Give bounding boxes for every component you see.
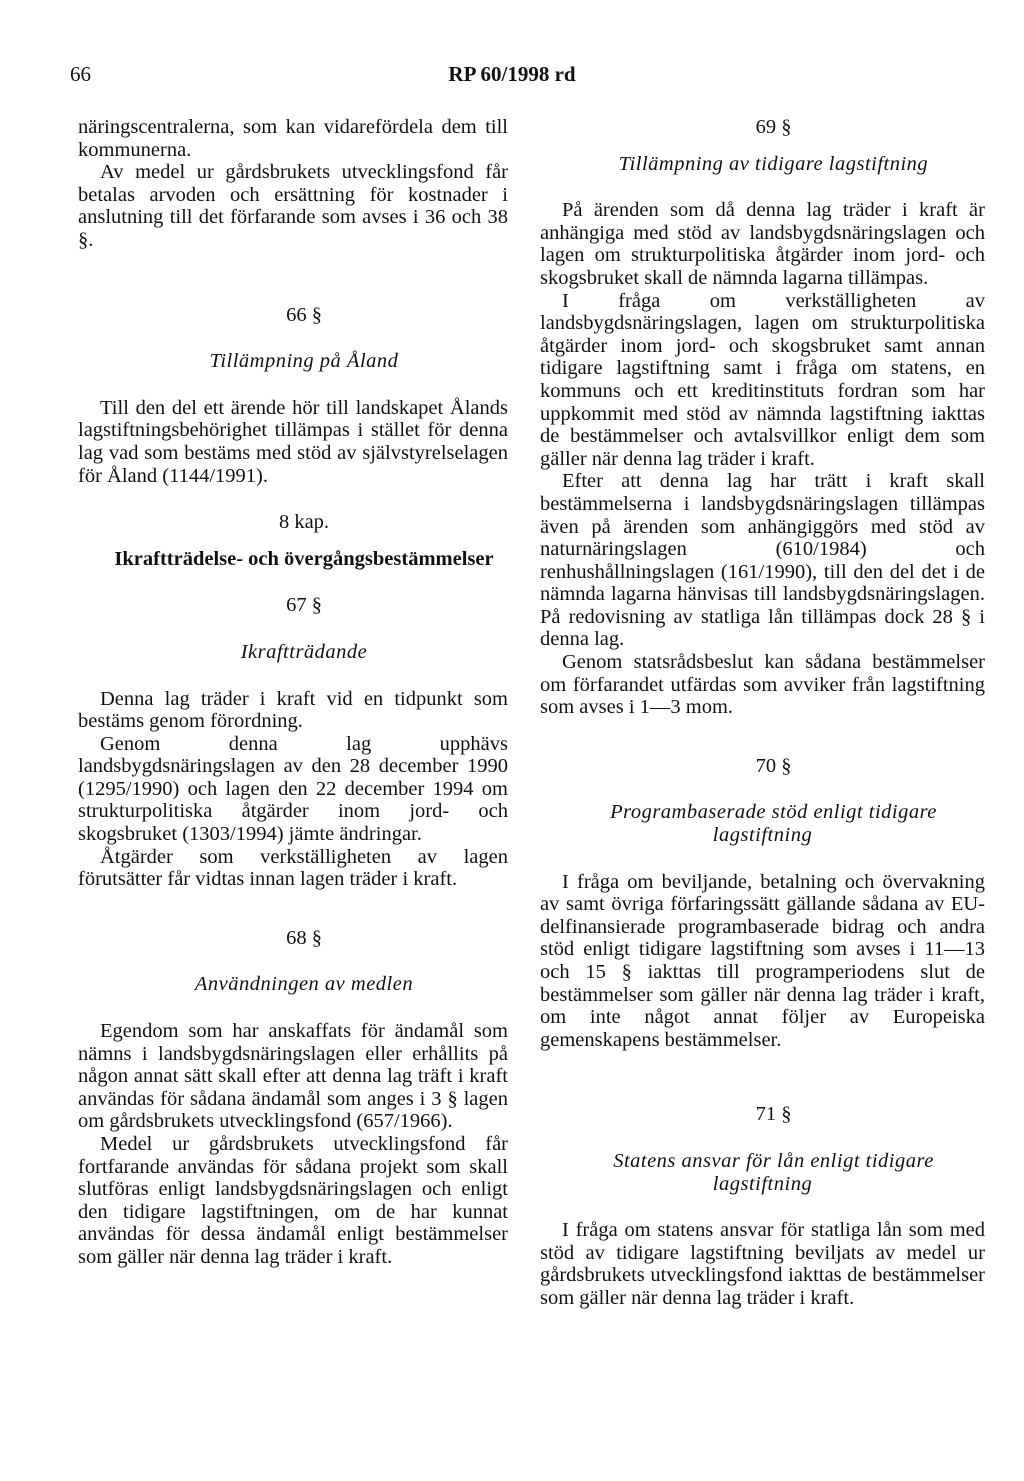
right-column [540,116,985,1310]
section-69-paragraph-2: I fråga om verkställigheten av landsbygdsnäringslagen, lagen om strukturpolitiska åtgärder inom jord- och skogsbruket samt annan tidigare lagstiftning samt i fråga om statens, en kommuns och ett kreditinstituts fordran som har uppkommit med stöd av nämnda lagstiftning iakttas de bestämmelser och avtalsvillkor enligt dem som gäller när denna lag träder i kraft. [540,289,985,470]
section-69-paragraph-1: På ärenden som då denna lag träder i kraft är anhängiga med stöd av landsbygdsnäringslagen och lagen om strukturpolitiska åtgärder inom jord- och skogsbruket skall de nämnda lagarna tillämpas. [540,199,985,289]
section-66-title: Tillämpning på Åland [209,350,399,373]
section-68-title: Användningen av medlen [194,973,414,996]
section-71-number: 71 § [755,1103,792,1126]
left-column [78,116,508,1269]
section-67-paragraph-1: Denna lag träder i kraft vid en tidpunkt som bestäms genom förordning. [78,687,508,733]
section-70-paragraph-1: I fråga om beviljande, betalning och övervakning av samt övriga förfaringssätt gällande sådana av EU-delfinansierade programbaserade bidrag och andra stöd enligt tidigare lagstiftning som avses i 11—13 och 15 § iakttas till programperiodens slut de bestämmelser som gäller när denna lag träder i kraft, om inte något annat följer av Europeiska gemenskapens bestämmelser. [540,870,985,1051]
section-67-paragraph-2: Genom denna lag upphävs landsbygdsnäringslagen av den 28 december 1990 (1295/1990) och lagen den 22 december 1994 om strukturpolitiska åtgärder inom jord- och skogsbruket (1303/1994) jämte ändringar. [78,732,508,846]
section-69-number: 69 § [755,116,792,138]
section-68-paragraph-2: Medel ur gårdsbrukets utvecklingsfond får fortfarande användas för sådana projekt som skall slutföras enligt landsbygdsnäringslagen och enligt den tidigare lagstiftningen, om de har kunnat användas för dessa ändamål enligt bestämmelser som gäller när denna lag träder i kraft. [78,1133,508,1268]
intro-paragraph-2: Av medel ur gårdsbrukets utvecklingsfond får betalas arvoden och ersättning för kostnader i anslutning till det förfarande som avses i 36 och 38 §. [78,161,508,251]
section-68-paragraph-1: Egendom som har anskaffats för ändamål som nämns i landsbygdsnäringslagen eller erhållits på någon annat sätt skall efter att denna lag träft i kraft användas för sådana ändamål som anges i 3 § lagen om gårdsbrukets utvecklingsfond (657/1966). [78,1020,508,1133]
running-head: RP 60/1998 rd [448,62,576,86]
chapter-title: Ikraftträdelse- och övergångsbestämmelser [114,547,494,570]
section-70-number: 70 § [755,754,792,777]
section-66-number: 66 § [286,303,322,326]
section-67-paragraph-3: Åtgärder som verkställigheten av lagen förutsätter får vidtas innan lagen träder i kraft. [78,845,508,891]
section-70-title: Programbaserade stöd enligt tidigare lagstiftning [610,801,937,847]
section-71-title: Statens ansvar för lån enligt tidigare lagstiftning [613,1149,934,1195]
section-69-paragraph-3: Efter att denna lag har trätt i kraft skall bestämmelserna i landsbygdsnäringslagen tillämpas även på ärenden som anhängiggörs med stöd av naturnäringslagen (610/1984) och renhushållningslagen (161/1990), till den del det i de nämnda lagarna hänvisas till landsbygdsnäringslagen. På redovisning av statliga lån tillämpas dock 28 § i denna lag. [540,470,985,651]
section-71-paragraph-1: I fråga om statens ansvar för statliga lån som med stöd av tidigare lagstiftning beviljats av medel ur gårdsbrukets utvecklingsfond iakttas de bestämmelser som gäller när denna lag träder i kraft. [540,1219,985,1309]
section-67-number: 67 § [286,594,322,617]
page-number: 66 [70,62,91,86]
section-69-title: Tillämpning av tidigare lagstiftning [618,152,929,175]
section-66-paragraph-1: Till den del ett ärende hör till landskapet Ålands lagstiftningsbehörighet tillämpas i stället för denna lag vad som bestäms med stöd av självstyrelselagen för Åland (1144/1991). [78,396,508,487]
section-67-title: Ikraftträdande [240,640,368,663]
chapter-number: 8 kap. [278,511,330,534]
intro-paragraph-1: näringscentralerna, som kan vidarefördela dem till kommunerna. [78,116,508,161]
section-68-number: 68 § [286,926,322,949]
section-69-paragraph-4: Genom statsrådsbeslut kan sådana bestämmelser om förfarandet utfärdas som avviker från lagstiftning som avses i 1—3 mom. [540,651,985,719]
